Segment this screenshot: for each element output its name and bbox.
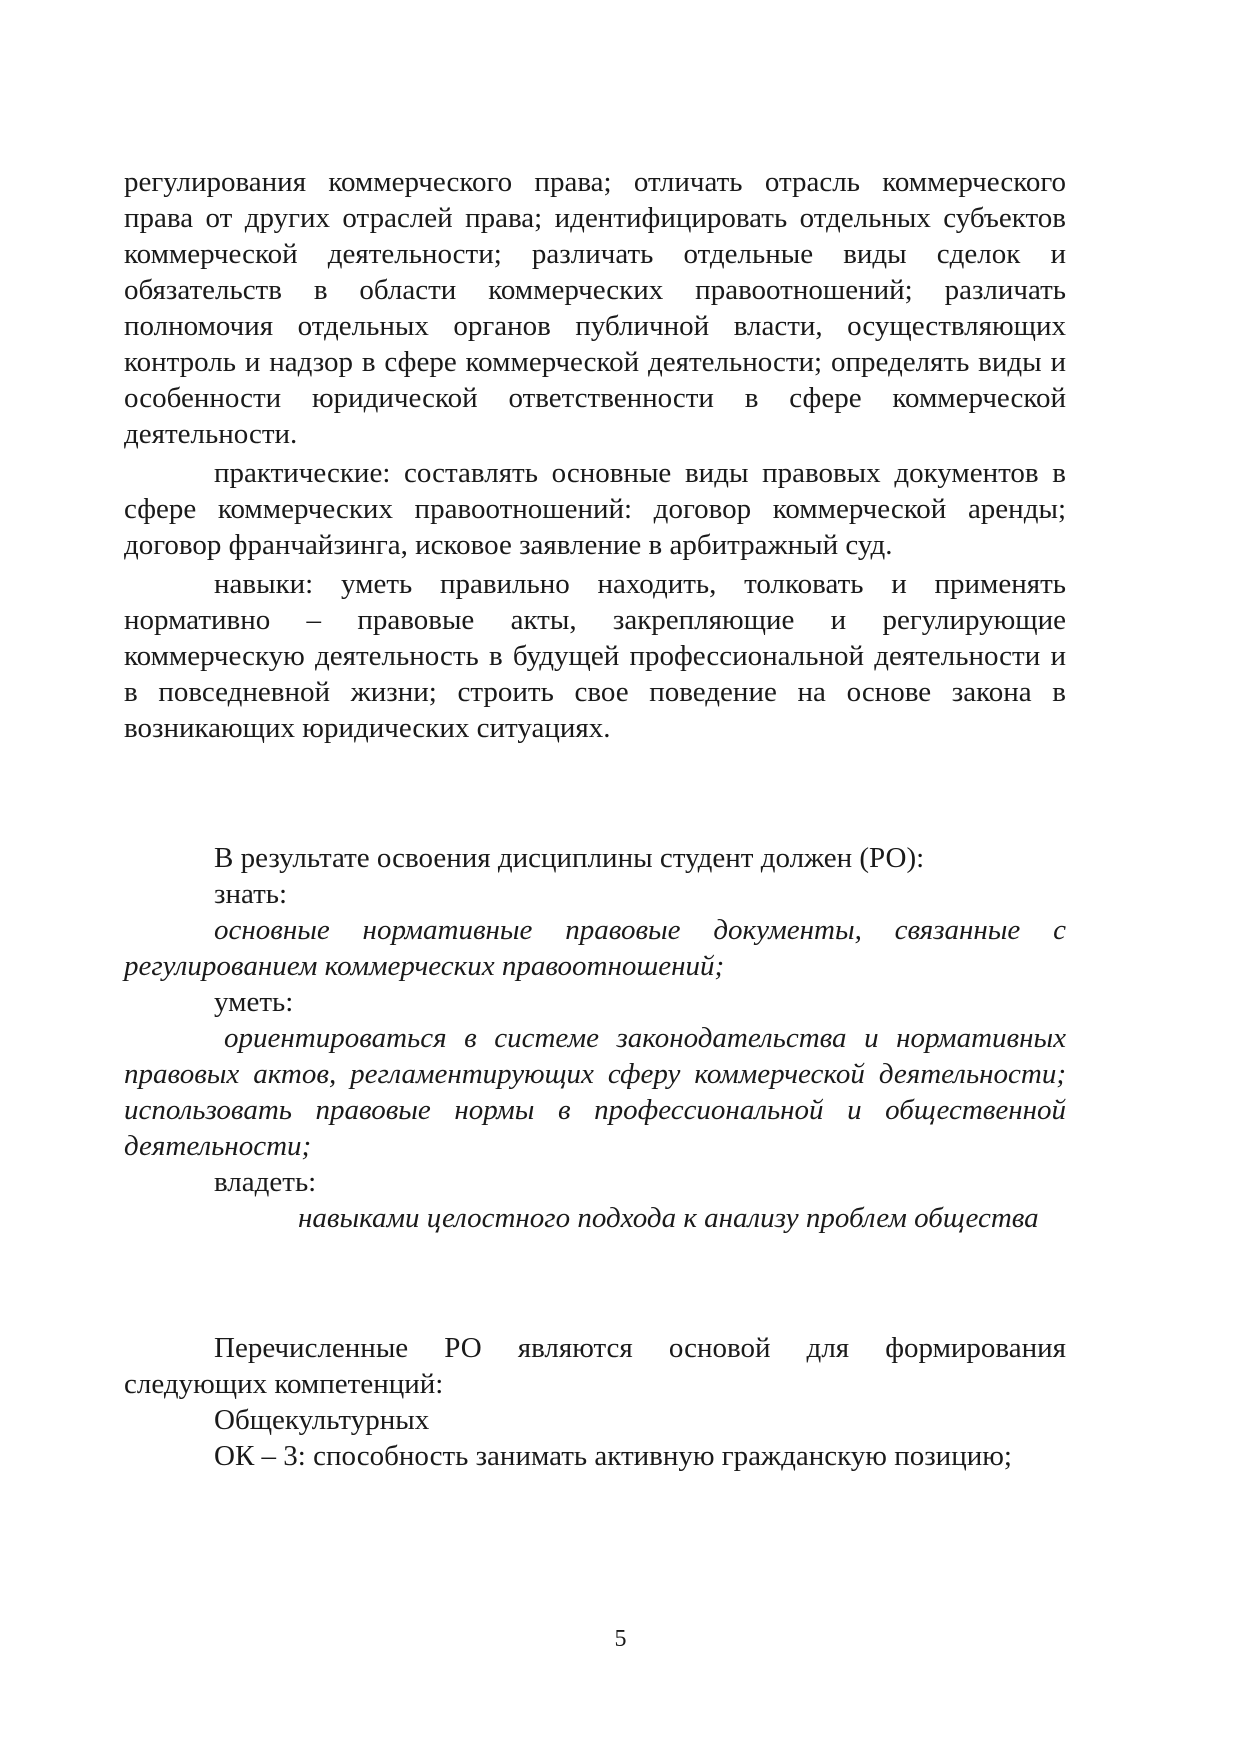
know-text: основные нормативные правовые документы, связанные с регулированием коммерческих правоотношений; bbox=[124, 914, 1066, 982]
paragraph-skills: навыки: уметь правильно находить, толковать и применять нормативно – правовые акты, закрепляющие и регулирующие коммерческую деятельность в будущей профессиональной деятельности и в повседневной жизни; строить свое поведение на основе закона в возникающих юридических ситуациях. bbox=[124, 568, 1066, 744]
own-label: владеть: bbox=[214, 1166, 317, 1198]
competency-group-label: Общекультурных bbox=[214, 1404, 430, 1436]
page-number: 5 bbox=[614, 1626, 627, 1652]
can-label: уметь: bbox=[214, 986, 294, 1018]
know-label: знать: bbox=[214, 878, 288, 910]
competencies-intro: Перечисленные РО являются основой для формирования следующих компетенций: bbox=[124, 1332, 1066, 1400]
can-text: ориентироваться в системе законодательства и нормативных правовых актов, регламентирующих сферу коммерческой деятельности; использовать правовые нормы в профессиональной и общественной деятельности; bbox=[124, 1022, 1066, 1162]
competency-item: ОК – 3: способность занимать активную гражданскую позицию; bbox=[214, 1440, 1012, 1472]
document-body bbox=[124, 164, 1066, 1474]
own-text: навыками целостного подхода к анализу проблем общества bbox=[298, 1202, 1039, 1234]
paragraph-regulation: регулирования коммерческого права; отличать отрасль коммерческого права от других отраслей права; идентифицировать отдельных субъектов коммерческой деятельности; различать отдельные виды сделок и обязательств в области коммерческих правоотношений; различать полномочия отдельных органов публичной власти, осуществляющих контроль и надзор в сфере коммерческой деятельности; определять виды и особенности юридической ответственности в сфере коммерческой деятельности. bbox=[124, 166, 1066, 450]
learning-outcomes-intro: В результате освоения дисциплины студент должен (РО): bbox=[214, 842, 925, 874]
paragraph-practical: практические: составлять основные виды правовых документов в сфере коммерческих правоотношений: договор коммерческой аренды; договор франчайзинга, исковое заявление в арбитражный суд. bbox=[124, 457, 1066, 561]
